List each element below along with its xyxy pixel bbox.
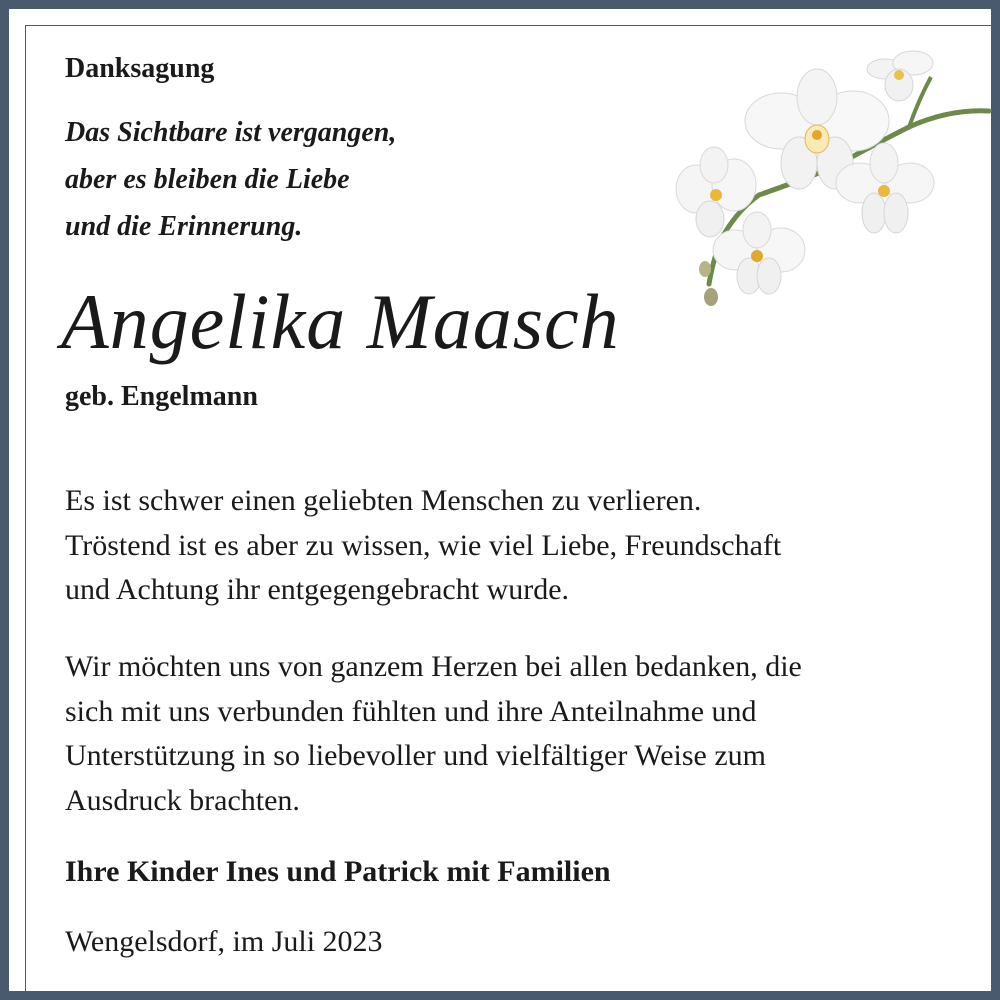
motto	[65, 109, 396, 250]
deceased-name: Angelika Maasch	[61, 278, 620, 365]
maiden-name: geb. Engelmann	[65, 381, 258, 412]
paragraph-line: Tröstend ist es aber zu wissen, wie viel Liebe, Freundschaft	[65, 528, 782, 562]
paragraph-1	[65, 479, 781, 613]
motto-line: und die Erinnerung.	[65, 211, 303, 242]
paragraph-line: sich mit uns verbunden fühlten und ihre Anteilnahme und	[65, 694, 757, 728]
paragraph-line: Unterstützung in so liebevoller und vielfältiger Weise zum	[65, 739, 767, 772]
heading: Danksagung	[65, 53, 215, 84]
place-date: Wengelsdorf, im Juli 2023	[65, 925, 383, 958]
orchid-branch-icon	[669, 39, 999, 319]
paragraph-line: Ausdruck brachten.	[65, 783, 300, 817]
paragraph-line: Wir möchten uns von ganzem Herzen bei allen bedanken, die	[65, 650, 802, 683]
signature: Ihre Kinder Ines und Patrick mit Familien	[65, 855, 611, 888]
paragraph-2	[65, 645, 802, 823]
motto-line: aber es bleiben die Liebe	[65, 164, 350, 195]
motto-line: Das Sichtbare ist vergangen,	[65, 117, 397, 148]
paragraph-line: und Achtung ihr entgegengebracht wurde.	[65, 573, 570, 606]
paragraph-line: Es ist schwer einen geliebten Menschen zu verlieren.	[65, 484, 702, 517]
